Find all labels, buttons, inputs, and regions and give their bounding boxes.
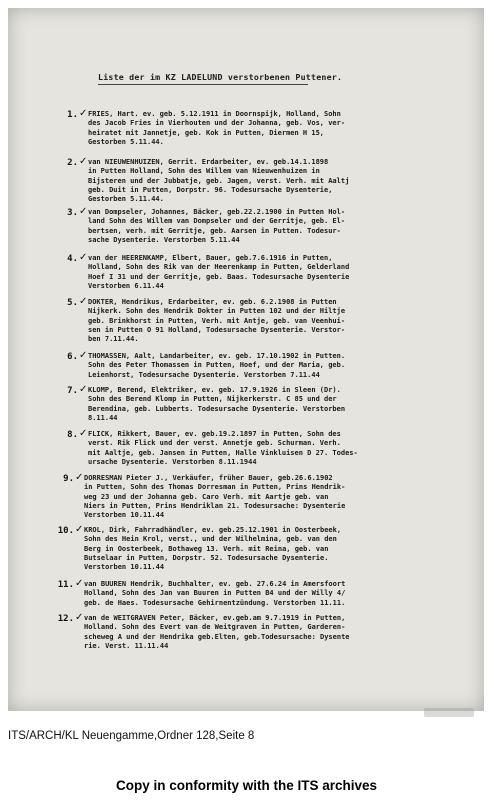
check-mark-icon: ✓ [79, 206, 88, 217]
entry-line: KLOMP, Berend, Elektriker, ev. geb. 17.9.1926 in Sleen (Dr). [88, 386, 341, 394]
entry-text [88, 352, 345, 380]
document-page [8, 8, 484, 711]
entry-line: Verstorben 10.11.44 [84, 511, 165, 520]
entry-line: FLICK, Rikkert, Bauer, ev. geb.19.2.1897 in Putten, Sohn des [88, 430, 341, 438]
entry-line: Holland, Sohn des Rik van der Heerenkamp in Putten, Gelderland [88, 263, 350, 272]
check-mark-icon: ✓ [79, 108, 88, 119]
entry-line: in Putten, Sohn des Thomas Dorresman in Putten, Prins Hendrik- [84, 483, 346, 492]
entry-number: 7. [67, 386, 78, 396]
entry-line: geb. de Haes. Todesursache Gehirnentzündung. Verstorben 11.11. [84, 598, 346, 607]
entry-line: Holland, Sohn des Jan van Buuren in Putten B4 und der Willy 4/ [84, 589, 346, 598]
entry-line: FRIES, Hart. ev. geb. 5.12.1911 in Doornspijk, Holland, Sohn [88, 110, 341, 118]
entry-line: geb. Duit in Putten, Dorpstr. 96. Todesursache Dysenterie, [88, 185, 333, 194]
entry-line: Berendina, geb. Lubberts. Todesursache Dysenterie. Verstorben [88, 404, 346, 413]
entry-text [84, 526, 341, 572]
entry-line: weg 23 und der Johanna geb. Caro Verh. mit Aartje geb. van [84, 492, 329, 501]
entry-line: van Dompseler, Johannes, Bäcker, geb.22.2.1900 in Putten Hol- [88, 208, 346, 216]
entry-line: ursache Dysenterie. Verstorben 8.11.1944 [88, 457, 257, 466]
document-scan [8, 8, 484, 711]
entry-number: 1. [67, 110, 78, 120]
archive-reference-caption: ITS/ARCH/KL Neuengamme,Ordner 128,Seite 8 [8, 730, 255, 742]
entry-line: Leienhorst, Todesursache Dysenterie. Verstorben 7.11.44 [88, 370, 320, 379]
entry-line: Berg in Oosterbeek, Bothaweg 13. Verh. mit Reina, geb. van [84, 544, 329, 553]
entry-line: Nijkerk. Sohn des Hendrik Dokter in Putten 102 und der Hiltje [88, 307, 346, 316]
check-mark-icon: ✓ [75, 524, 84, 535]
entry-line: Hoef I 31 und der Gerritje, geb. Baas. Todesursache Dysenterie [88, 272, 350, 281]
entry-line: scheweg A und der Hendrika geb.Elten, geb.Todesursache: Dysente [84, 632, 350, 641]
entry-text [88, 208, 345, 245]
entry-line: heiratet mit Jannetje, geb. Kok in Putten, Diermen H 15, [88, 128, 325, 137]
entry-text [88, 298, 345, 344]
entry-line: Gestorben 5.11.44. [88, 137, 164, 146]
entry-text [88, 430, 358, 467]
entry-number: 5. [67, 298, 78, 308]
check-mark-icon: ✓ [79, 252, 88, 263]
entry-line: land Sohn des Willem van Dompseler und der Gerritje, geb. El- [88, 217, 346, 226]
entry-line: Niers in Putten, Prins Hendriklan 21. Todesursache: Dysenterie [84, 501, 346, 510]
entry-line: Verstorben 6.11.44 [88, 281, 164, 290]
entry-line: sache Dysenterie. Verstorben 5.11.44 [88, 235, 240, 244]
entry-line: Verstorben 10.11.44 [84, 563, 165, 572]
entry-number: 9. [63, 474, 74, 484]
entry-line: Holland. Sohn des Evert van de Weitgraven in Putten, Garderen- [84, 623, 346, 632]
entry-line: des Jacob Fries in Vierhouten und der Johanna, geb. Vos, ver- [88, 119, 346, 128]
check-mark-icon: ✓ [79, 296, 88, 307]
entry-line: van de WEITGRAVEN Peter, Bäcker, ev.geb.am 9.7.1919 in Putten, [84, 614, 346, 622]
check-mark-icon: ✓ [75, 578, 84, 589]
entry-line: Sohn des Berend Klomp in Putten, Nijkerkerstr. C 85 und der [88, 395, 337, 404]
entry-line: in Putten Holland, Sohn des Willem van Nieuwenhuizen in [88, 167, 320, 176]
check-mark-icon: ✓ [75, 612, 84, 623]
entry-text [88, 254, 349, 291]
entry-number: 8. [67, 430, 78, 440]
entry-text [88, 158, 349, 204]
entry-number: 3. [67, 208, 78, 218]
check-mark-icon: ✓ [79, 428, 88, 439]
entry-line: van der HEERENKAMP, Elbert, Bauer, geb.7.6.1916 in Putten, [88, 254, 333, 262]
entry-number: 11. [57, 580, 74, 590]
check-mark-icon: ✓ [79, 384, 88, 395]
entry-line: mit Aaltje, geb. Jansen in Putten, Halle Vinkluisen D 27. Todes- [88, 448, 358, 457]
entry-text [84, 614, 350, 651]
entry-number: 12. [57, 614, 74, 624]
entry-number: 10. [57, 526, 74, 536]
title-underline [98, 84, 308, 85]
entry-line: van BUUREN Hendrik, Buchhalter, ev. geb. 27.6.24 in Amersfoort [84, 580, 346, 588]
entry-line: verst. Rik Flick und der verst. Annetje geb. Schurman. Verh. [88, 439, 341, 448]
entry-line: THOMASSEN, Aalt, Landarbeiter, ev. geb. 17.10.1902 in Putten. [88, 352, 346, 360]
entry-line: Gestorben 5.11.44. [88, 195, 164, 204]
entry-line: Bijsteren und der Jubbatje, geb. Jagen, verst. Verh. mit Aaltj [88, 176, 350, 185]
entry-text [88, 386, 345, 423]
entry-number: 6. [67, 352, 78, 362]
check-mark-icon: ✓ [79, 156, 88, 167]
entry-line: 8.11.44 [88, 413, 118, 422]
check-mark-icon: ✓ [79, 350, 88, 361]
conformity-note: Copy in conformity with the ITS archives [115, 778, 378, 793]
entry-number: 2. [67, 158, 78, 168]
entry-line: geb. Brinkhorst in Putten, Verh. mit Antje, geb. van Veenhui- [88, 316, 346, 325]
entry-line: rie. Verst. 11.11.44 [84, 641, 169, 650]
archive-stamp-mark [424, 708, 474, 717]
entry-number: 4. [67, 254, 78, 264]
entry-line: sen in Putten O 91 Holland, Todesursache Dysenterie. Verstor- [88, 325, 346, 334]
entry-line: DORRESMAN Pieter J., Verkäufer, früher Bauer, geb.26.6.1902 [84, 474, 333, 482]
entry-text [88, 110, 345, 147]
entry-line: Sohn des Hein Krol, verst., und der Wilhelmina, geb. van den [84, 535, 337, 544]
entry-text [84, 474, 345, 520]
entry-line: Butselaar in Putten, Dorpstr. 52. Todesursache Dysenterie. [84, 553, 329, 562]
entry-line: KROL, Dirk, Fahrradhändler, ev. geb.25.12.1901 in Oosterbeek, [84, 526, 342, 534]
check-mark-icon: ✓ [75, 472, 84, 483]
entry-text [84, 580, 345, 608]
entry-line: DOKTER, Hendrikus, Erdarbeiter, ev. geb. 6.2.1908 in Putten [88, 298, 337, 306]
entry-line: ben 7.11.44. [88, 335, 139, 344]
entry-line: van NIEUWENHUIZEN, Gerrit. Erdarbeiter, ev. geb.14.1.1898 [88, 158, 329, 166]
entry-line: Sohn des Peter Thomassen in Putten, Hoef, und der Maria, geb. [88, 361, 346, 370]
document-title: Liste der im KZ LADELUND verstorbenen Puttener. [98, 72, 343, 82]
entry-line: bertsen, verh. mit Gerritje, geb. Aarsen in Putten. Todesur- [88, 226, 341, 235]
